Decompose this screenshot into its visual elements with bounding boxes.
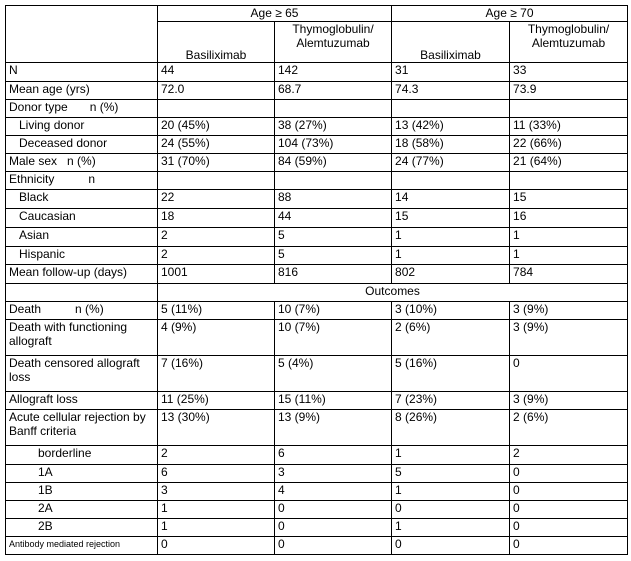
cell: 5 bbox=[275, 228, 392, 247]
row-label bbox=[6, 284, 158, 302]
row-label bbox=[6, 302, 158, 320]
cell: 15 bbox=[510, 190, 628, 209]
cell: 816 bbox=[275, 265, 392, 284]
cell: 24 (55%) bbox=[158, 136, 275, 154]
donor-type-unit: n (%) bbox=[89, 100, 119, 114]
row-label: 2A bbox=[6, 501, 158, 519]
donor-type-label: Donor type bbox=[9, 100, 68, 114]
cell: 18 bbox=[158, 209, 275, 228]
row-label: N bbox=[6, 63, 158, 82]
row-living-donor bbox=[6, 118, 628, 136]
row-label: Mean follow-up (days) bbox=[6, 265, 158, 284]
cell: 7 (23%) bbox=[392, 392, 510, 410]
cell: 2 bbox=[158, 228, 275, 247]
row-1a bbox=[6, 465, 628, 483]
row-label: Caucasian bbox=[6, 209, 158, 228]
row-followup bbox=[6, 265, 628, 284]
header-thymo-70 bbox=[510, 22, 628, 63]
cell: 0 bbox=[510, 465, 628, 483]
row-outcomes-header bbox=[6, 284, 628, 302]
header-basiliximab-65: Basiliximab bbox=[158, 22, 275, 63]
row-2b bbox=[6, 519, 628, 537]
row-n bbox=[6, 63, 628, 82]
cell: 44 bbox=[158, 63, 275, 82]
cell: 1 bbox=[510, 247, 628, 265]
header-age-70: Age ≥ 70 bbox=[392, 6, 628, 22]
cell: 0 bbox=[392, 537, 510, 555]
header-thymo-70-line2: Alemtuzumab bbox=[531, 36, 606, 50]
row-label: Black bbox=[6, 190, 158, 209]
row-label: Living donor bbox=[6, 118, 158, 136]
row-label: Hispanic bbox=[6, 247, 158, 265]
row-donor-type bbox=[6, 100, 628, 118]
cell: 22 bbox=[158, 190, 275, 209]
cell: 3 (9%) bbox=[510, 392, 628, 410]
row-label: Mean age (yrs) bbox=[6, 82, 158, 100]
cell bbox=[510, 172, 628, 190]
row-death-functioning bbox=[6, 320, 628, 356]
cell: 44 bbox=[275, 209, 392, 228]
row-deceased-donor bbox=[6, 136, 628, 154]
cell: 10 (7%) bbox=[275, 320, 392, 356]
cell: 88 bbox=[275, 190, 392, 209]
row-2a bbox=[6, 501, 628, 519]
male-sex-label: Male sex bbox=[9, 154, 58, 168]
row-caucasian bbox=[6, 209, 628, 228]
cell: 5 (11%) bbox=[158, 302, 275, 320]
row-asian bbox=[6, 228, 628, 247]
row-mean-age bbox=[6, 82, 628, 100]
cell: 13 (42%) bbox=[392, 118, 510, 136]
cell: 0 bbox=[510, 356, 628, 392]
row-death-censored bbox=[6, 356, 628, 392]
header-age-65: Age ≥ 65 bbox=[158, 6, 392, 22]
cell: 0 bbox=[275, 519, 392, 537]
cell bbox=[510, 100, 628, 118]
cell: 21 (64%) bbox=[510, 154, 628, 172]
cell: 4 (9%) bbox=[158, 320, 275, 356]
row-label: Death censored allograft loss bbox=[6, 356, 158, 392]
cell: 1 bbox=[158, 501, 275, 519]
cell: 0 bbox=[275, 537, 392, 555]
cell: 784 bbox=[510, 265, 628, 284]
row-label: Asian bbox=[6, 228, 158, 247]
cell: 7 (16%) bbox=[158, 356, 275, 392]
cell: 2 bbox=[158, 446, 275, 465]
cell: 38 (27%) bbox=[275, 118, 392, 136]
cell: 10 (7%) bbox=[275, 302, 392, 320]
cell: 8 (26%) bbox=[392, 410, 510, 446]
cell: 0 bbox=[510, 483, 628, 501]
row-ethnicity bbox=[6, 172, 628, 190]
cell: 1 bbox=[392, 483, 510, 501]
cell: 3 bbox=[158, 483, 275, 501]
row-acute-cellular-rejection bbox=[6, 410, 628, 446]
cell: 0 bbox=[158, 537, 275, 555]
cell: 1001 bbox=[158, 265, 275, 284]
cell: 31 bbox=[392, 63, 510, 82]
header-row-groups bbox=[6, 6, 628, 22]
cell: 13 (30%) bbox=[158, 410, 275, 446]
cell bbox=[392, 100, 510, 118]
cell: 16 bbox=[510, 209, 628, 228]
header-thymo-65-line2: Alemtuzumab bbox=[296, 36, 370, 50]
cell: 5 bbox=[392, 465, 510, 483]
row-1b bbox=[6, 483, 628, 501]
cell: 72.0 bbox=[158, 82, 275, 100]
cell: 0 bbox=[510, 537, 628, 555]
cell: 11 (25%) bbox=[158, 392, 275, 410]
cell: 1 bbox=[392, 228, 510, 247]
cell bbox=[158, 100, 275, 118]
cell: 33 bbox=[510, 63, 628, 82]
row-label: Antibody mediated rejection bbox=[6, 537, 158, 555]
male-sex-unit: n (%) bbox=[67, 154, 96, 168]
row-label: Death with functioning allograft bbox=[6, 320, 158, 356]
cell: 84 (59%) bbox=[275, 154, 392, 172]
ethnicity-unit: n bbox=[88, 172, 96, 186]
cell: 1 bbox=[392, 247, 510, 265]
cell: 11 (33%) bbox=[510, 118, 628, 136]
cell: 2 bbox=[158, 247, 275, 265]
cell: 24 (77%) bbox=[392, 154, 510, 172]
cell: 68.7 bbox=[275, 82, 392, 100]
cell: 13 (9%) bbox=[275, 410, 392, 446]
cell: 0 bbox=[275, 501, 392, 519]
outcomes-table bbox=[5, 5, 628, 555]
row-black bbox=[6, 190, 628, 209]
cell: 15 bbox=[392, 209, 510, 228]
cell: 0 bbox=[392, 501, 510, 519]
row-label: Allograft loss bbox=[6, 392, 158, 410]
cell: 18 (58%) bbox=[392, 136, 510, 154]
cell: 73.9 bbox=[510, 82, 628, 100]
row-label: Acute cellular rejection by Banff criteria bbox=[6, 410, 158, 446]
row-label: Deceased donor bbox=[6, 136, 158, 154]
row-borderline bbox=[6, 446, 628, 465]
row-label: 1B bbox=[6, 483, 158, 501]
cell: 15 (11%) bbox=[275, 392, 392, 410]
cell bbox=[275, 172, 392, 190]
cell: 2 bbox=[510, 446, 628, 465]
cell: 1 bbox=[158, 519, 275, 537]
row-hispanic bbox=[6, 247, 628, 265]
row-allograft-loss bbox=[6, 392, 628, 410]
row-death bbox=[6, 302, 628, 320]
row-label: 2B bbox=[6, 519, 158, 537]
cell: 20 (45%) bbox=[158, 118, 275, 136]
cell: 5 (16%) bbox=[392, 356, 510, 392]
cell: 104 (73%) bbox=[275, 136, 392, 154]
cell: 2 (6%) bbox=[392, 320, 510, 356]
header-thymo-70-line1: Thymoglobulin/ bbox=[527, 22, 610, 36]
ethnicity-label: Ethnicity bbox=[9, 172, 55, 186]
cell: 0 bbox=[510, 501, 628, 519]
cell: 4 bbox=[275, 483, 392, 501]
header-basiliximab-70: Basiliximab bbox=[392, 22, 510, 63]
row-label bbox=[6, 172, 158, 190]
cell: 1 bbox=[392, 519, 510, 537]
header-corner-cell bbox=[6, 6, 158, 63]
cell bbox=[275, 100, 392, 118]
row-male-sex bbox=[6, 154, 628, 172]
cell: 6 bbox=[158, 465, 275, 483]
cell: 0 bbox=[510, 519, 628, 537]
cell: 3 (10%) bbox=[392, 302, 510, 320]
outcomes-title: Outcomes bbox=[158, 284, 628, 302]
cell: 74.3 bbox=[392, 82, 510, 100]
cell: 2 (6%) bbox=[510, 410, 628, 446]
cell: 142 bbox=[275, 63, 392, 82]
header-thymo-65 bbox=[275, 22, 392, 63]
cell: 31 (70%) bbox=[158, 154, 275, 172]
cell: 5 (4%) bbox=[275, 356, 392, 392]
row-antibody-mediated-rejection bbox=[6, 537, 628, 555]
row-label bbox=[6, 154, 158, 172]
row-label: borderline bbox=[6, 446, 158, 465]
row-label: 1A bbox=[6, 465, 158, 483]
cell: 22 (66%) bbox=[510, 136, 628, 154]
death-unit: n (%) bbox=[75, 302, 104, 316]
row-label bbox=[6, 100, 158, 118]
cell bbox=[158, 172, 275, 190]
cell: 6 bbox=[275, 446, 392, 465]
cell: 1 bbox=[510, 228, 628, 247]
death-label: Death bbox=[9, 302, 42, 316]
header-thymo-65-line1: Thymoglobulin/ bbox=[292, 22, 374, 36]
cell: 3 (9%) bbox=[510, 302, 628, 320]
cell: 3 bbox=[275, 465, 392, 483]
cell: 3 (9%) bbox=[510, 320, 628, 356]
cell: 5 bbox=[275, 247, 392, 265]
cell bbox=[392, 172, 510, 190]
cell: 802 bbox=[392, 265, 510, 284]
cell: 14 bbox=[392, 190, 510, 209]
cell: 1 bbox=[392, 446, 510, 465]
